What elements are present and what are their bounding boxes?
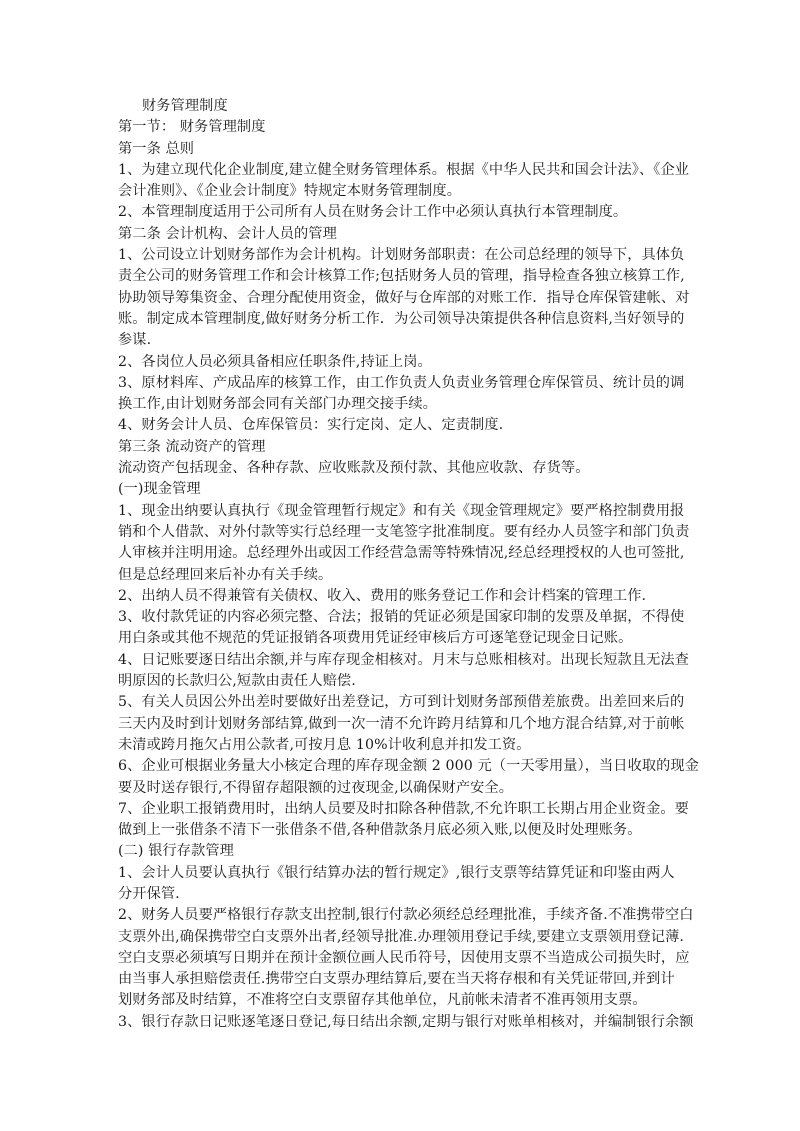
text-line: 由当事人承担赔偿责任.携带空白支票办理结算后,要在当天将存根和有关凭证带回,并到计	[118, 971, 675, 988]
text-line: 6、企业可根据业务量大小核定合理的库存现金额 2 000 元（一天零用量），当日收取的现金	[118, 758, 700, 775]
text-line: (一)现金管理	[118, 481, 201, 498]
text-line: 明原因的长款归公,短款由责任人赔偿.	[118, 673, 356, 690]
text-line: 2、本管理制度适用于公司所有人员在财务会计工作中必须认真执行本管理制度。	[118, 204, 628, 221]
text-line: 4、财务会计人员、仓库保管员：实行定岗、定人、定责制度.	[118, 417, 504, 434]
text-line: 但是总经理回来后补办有关手续。	[118, 566, 333, 583]
text-line: 5、有关人员因公外出差时要做好出差登记，方可到计划财务部预借差旅费。出差回来后的	[118, 694, 685, 711]
text-line: 4、日记账要逐日结出余额,并与库存现金相核对。月末与总账相核对。出现长短款且无法查	[118, 651, 689, 668]
text-line: 3、原材料库、产成品库的核算工作，由工作负责人负责业务管理仓库保管员、统计员的调	[118, 374, 685, 391]
text-line: 1、会计人员要认真执行《银行结算办法的暂行规定》,银行支票等结算凭证和印鉴由两人	[118, 864, 675, 881]
document-body	[118, 117, 700, 1033]
text-line: 第三条 流动资产的管理	[118, 438, 266, 455]
text-line: 1、公司设立计划财务部作为会计机构。计划财务部职责：在公司总经理的领导下，具体负	[118, 247, 685, 264]
text-line: 用白条或其他不规范的凭证报销各项费用凭证经审核后方可逐笔登记现金日记账。	[118, 630, 633, 647]
text-line: (二) 银行存款管理	[118, 843, 234, 860]
text-line: 三天内及时到计划财务部结算,做到一次一清不允许跨月结算和几个地方混合结算,对于前帐	[118, 715, 685, 732]
text-line: 3、收付款凭证的内容必须完整、合法；报销的凭证必须是国家印制的发票及单据，不得使	[118, 609, 685, 626]
text-line: 未清或跨月拖欠占用公款者,可按月息 10%计收利息并扣发工资。	[118, 736, 531, 753]
text-line: 2、财务人员要严格银行存款支出控制,银行付款必须经总经理批准，手续齐备.不准携带空白	[118, 907, 694, 924]
text-line: 销和个人借款、对外付款等实行总经理一支笔签字批准制度。要有经办人员签字和部门负责	[118, 523, 690, 540]
text-line: 协助领导筹集资金、合理分配使用资金，做好与仓库部的对账工作．指导仓库保管建帐、对	[118, 289, 690, 306]
text-line: 人审核并注明用途。总经理外出或因工作经营急需等特殊情况,经总经理授权的人也可签批,	[118, 545, 685, 562]
text-line: 换工作,由计划财务部会同有关部门办理交接手续。	[118, 396, 437, 413]
text-line: 责全公司的财务管理工作和会计核算工作;包括财务人员的管理，指导检查各独立核算工作,	[118, 268, 685, 285]
text-line: 做到上一张借条不清下一张借条不借,各种借款条月底必须入账,以便及时处理账务。	[118, 822, 642, 839]
text-line: 账。制定成本管理制度,做好财务分析工作．为公司领导决策提供各种信息资料,当好领导的	[118, 310, 685, 327]
text-line: 3、银行存款日记账逐笔逐日登记,每日结出余额,定期与银行对账单相核对，并编制银行余额	[118, 1013, 694, 1030]
text-line: 参谋.	[118, 332, 152, 349]
document-title: 财务管理制度	[142, 98, 228, 114]
text-line: 划财务部及时结算，不准将空白支票留存其他单位，凡前帐未清者不准再领用支票。	[118, 992, 647, 1009]
text-line: 2、出纳人员不得兼管有关债权、收入、费用的账务登记工作和会计档案的管理工作.	[118, 587, 647, 604]
text-line: 2、各岗位人员必须具备相应任职条件,持证上岗。	[118, 353, 432, 370]
text-line: 7、企业职工报销费用时，出纳人员要及时扣除各种借款,不允许职工长期占用企业资金。要	[118, 800, 689, 817]
text-line: 第一节： 财务管理制度	[118, 119, 266, 136]
text-line: 第一条 总则	[118, 140, 195, 157]
text-line: 会计准则》、《企业会计制度》特规定本财务管理制度。	[118, 183, 461, 200]
text-line: 支票外出,确保携带空白支票外出者,经领导批准.办理领用登记手续,要建立支票领用登记薄.	[118, 928, 684, 945]
text-line: 1、为建立现代化企业制度,建立健全财务管理体系。根据《中华人民共和国会计法》、《企业	[118, 161, 690, 178]
text-line: 分开保管.	[118, 885, 180, 902]
text-line: 第二条 会计机构、会计人员的管理	[118, 225, 337, 242]
text-line: 1、现金出纳要认真执行《现金管理暂行规定》和有关《现金管理规定》要严格控制费用报	[118, 502, 685, 519]
text-line: 要及时送存银行,不得留存超限额的过夜现金,以确保财产安全。	[118, 779, 513, 796]
text-line: 流动资产包括现金、各种存款、应收账款及预付款、其他应收款、存货等。	[118, 460, 590, 477]
text-line: 空白支票必须填写日期并在预计金额位画人民币符号，因使用支票不当造成公司损失时，应	[118, 949, 690, 966]
